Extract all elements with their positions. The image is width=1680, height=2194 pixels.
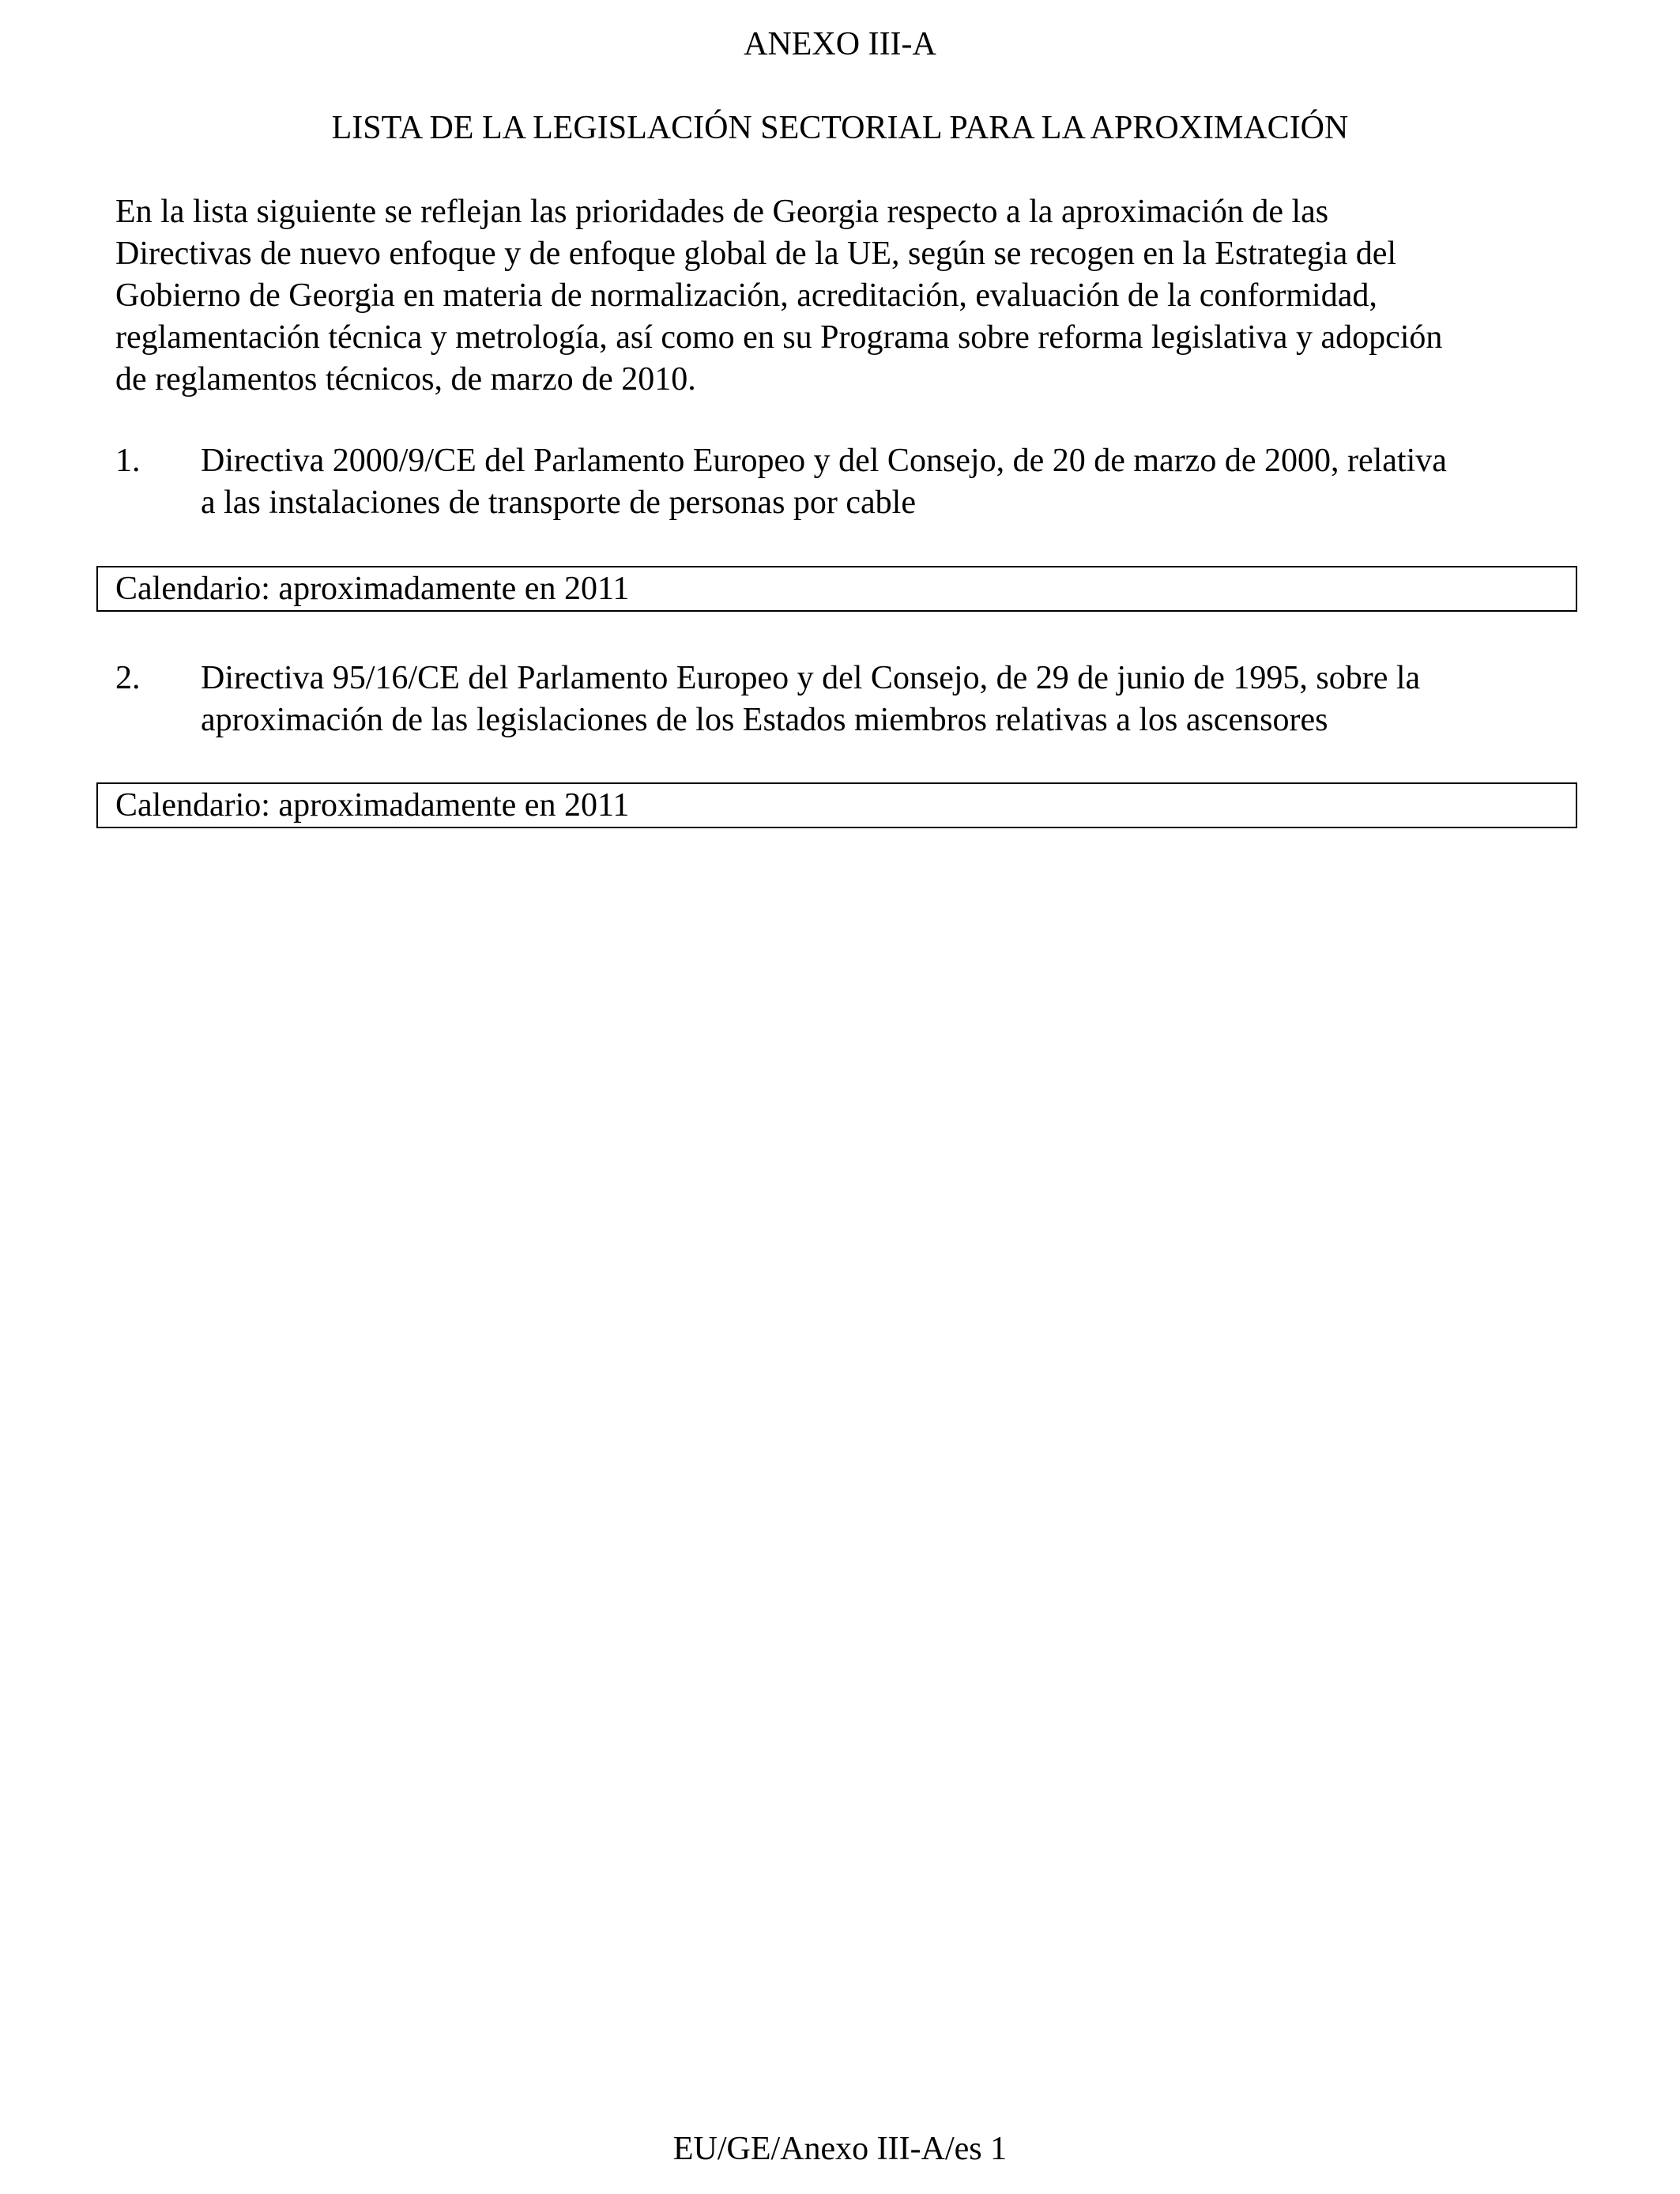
item-text (201, 440, 1591, 524)
item-line: Directiva 95/16/CE del Parlamento Europeo y del Consejo, de 29 de junio de 1995, sobre la (201, 660, 1421, 696)
item-number: 2. (115, 660, 141, 696)
intro-line: de reglamentos técnicos, de marzo de 2010. (115, 361, 696, 398)
item-number: 1. (115, 443, 141, 479)
calendar-text: Calendario: aproximadamente en 2011 (115, 571, 630, 607)
intro-line: Gobierno de Georgia en materia de normalización, acreditación, evaluación de la conformidad, (115, 277, 1377, 314)
intro-line: En la lista siguiente se reflejan las prioridades de Georgia respecto a la aproximación de las (115, 194, 1329, 230)
item-line: a las instalaciones de transporte de personas por cable (201, 484, 916, 521)
item-line: Directiva 2000/9/CE del Parlamento Europeo y del Consejo, de 20 de marzo de 2000, relativa (201, 443, 1447, 479)
item-line: aproximación de las legislaciones de los Estados miembros relativas a los ascensores (201, 702, 1328, 738)
intro-line: Directivas de nuevo enfoque y de enfoque global de la UE, según se recogen en la Estrategia del (115, 236, 1397, 272)
item-text (201, 658, 1591, 741)
intro-line: reglamentación técnica y metrología, así como en su Programa sobre reforma legislativa y adopción (115, 319, 1443, 356)
page-footer: EU/GE/Anexo III-A/es 1 (672, 2131, 1008, 2167)
calendar-box-1 (96, 566, 1577, 612)
list-heading: LISTA DE LA LEGISLACIÓN SECTORIAL PARA LA APROXIMACIÓN (331, 110, 1349, 146)
intro-paragraph (115, 191, 1577, 401)
annex-title: ANEXO III-A (744, 26, 936, 62)
calendar-text: Calendario: aproximadamente en 2011 (115, 787, 630, 824)
calendar-box-2 (96, 782, 1577, 828)
